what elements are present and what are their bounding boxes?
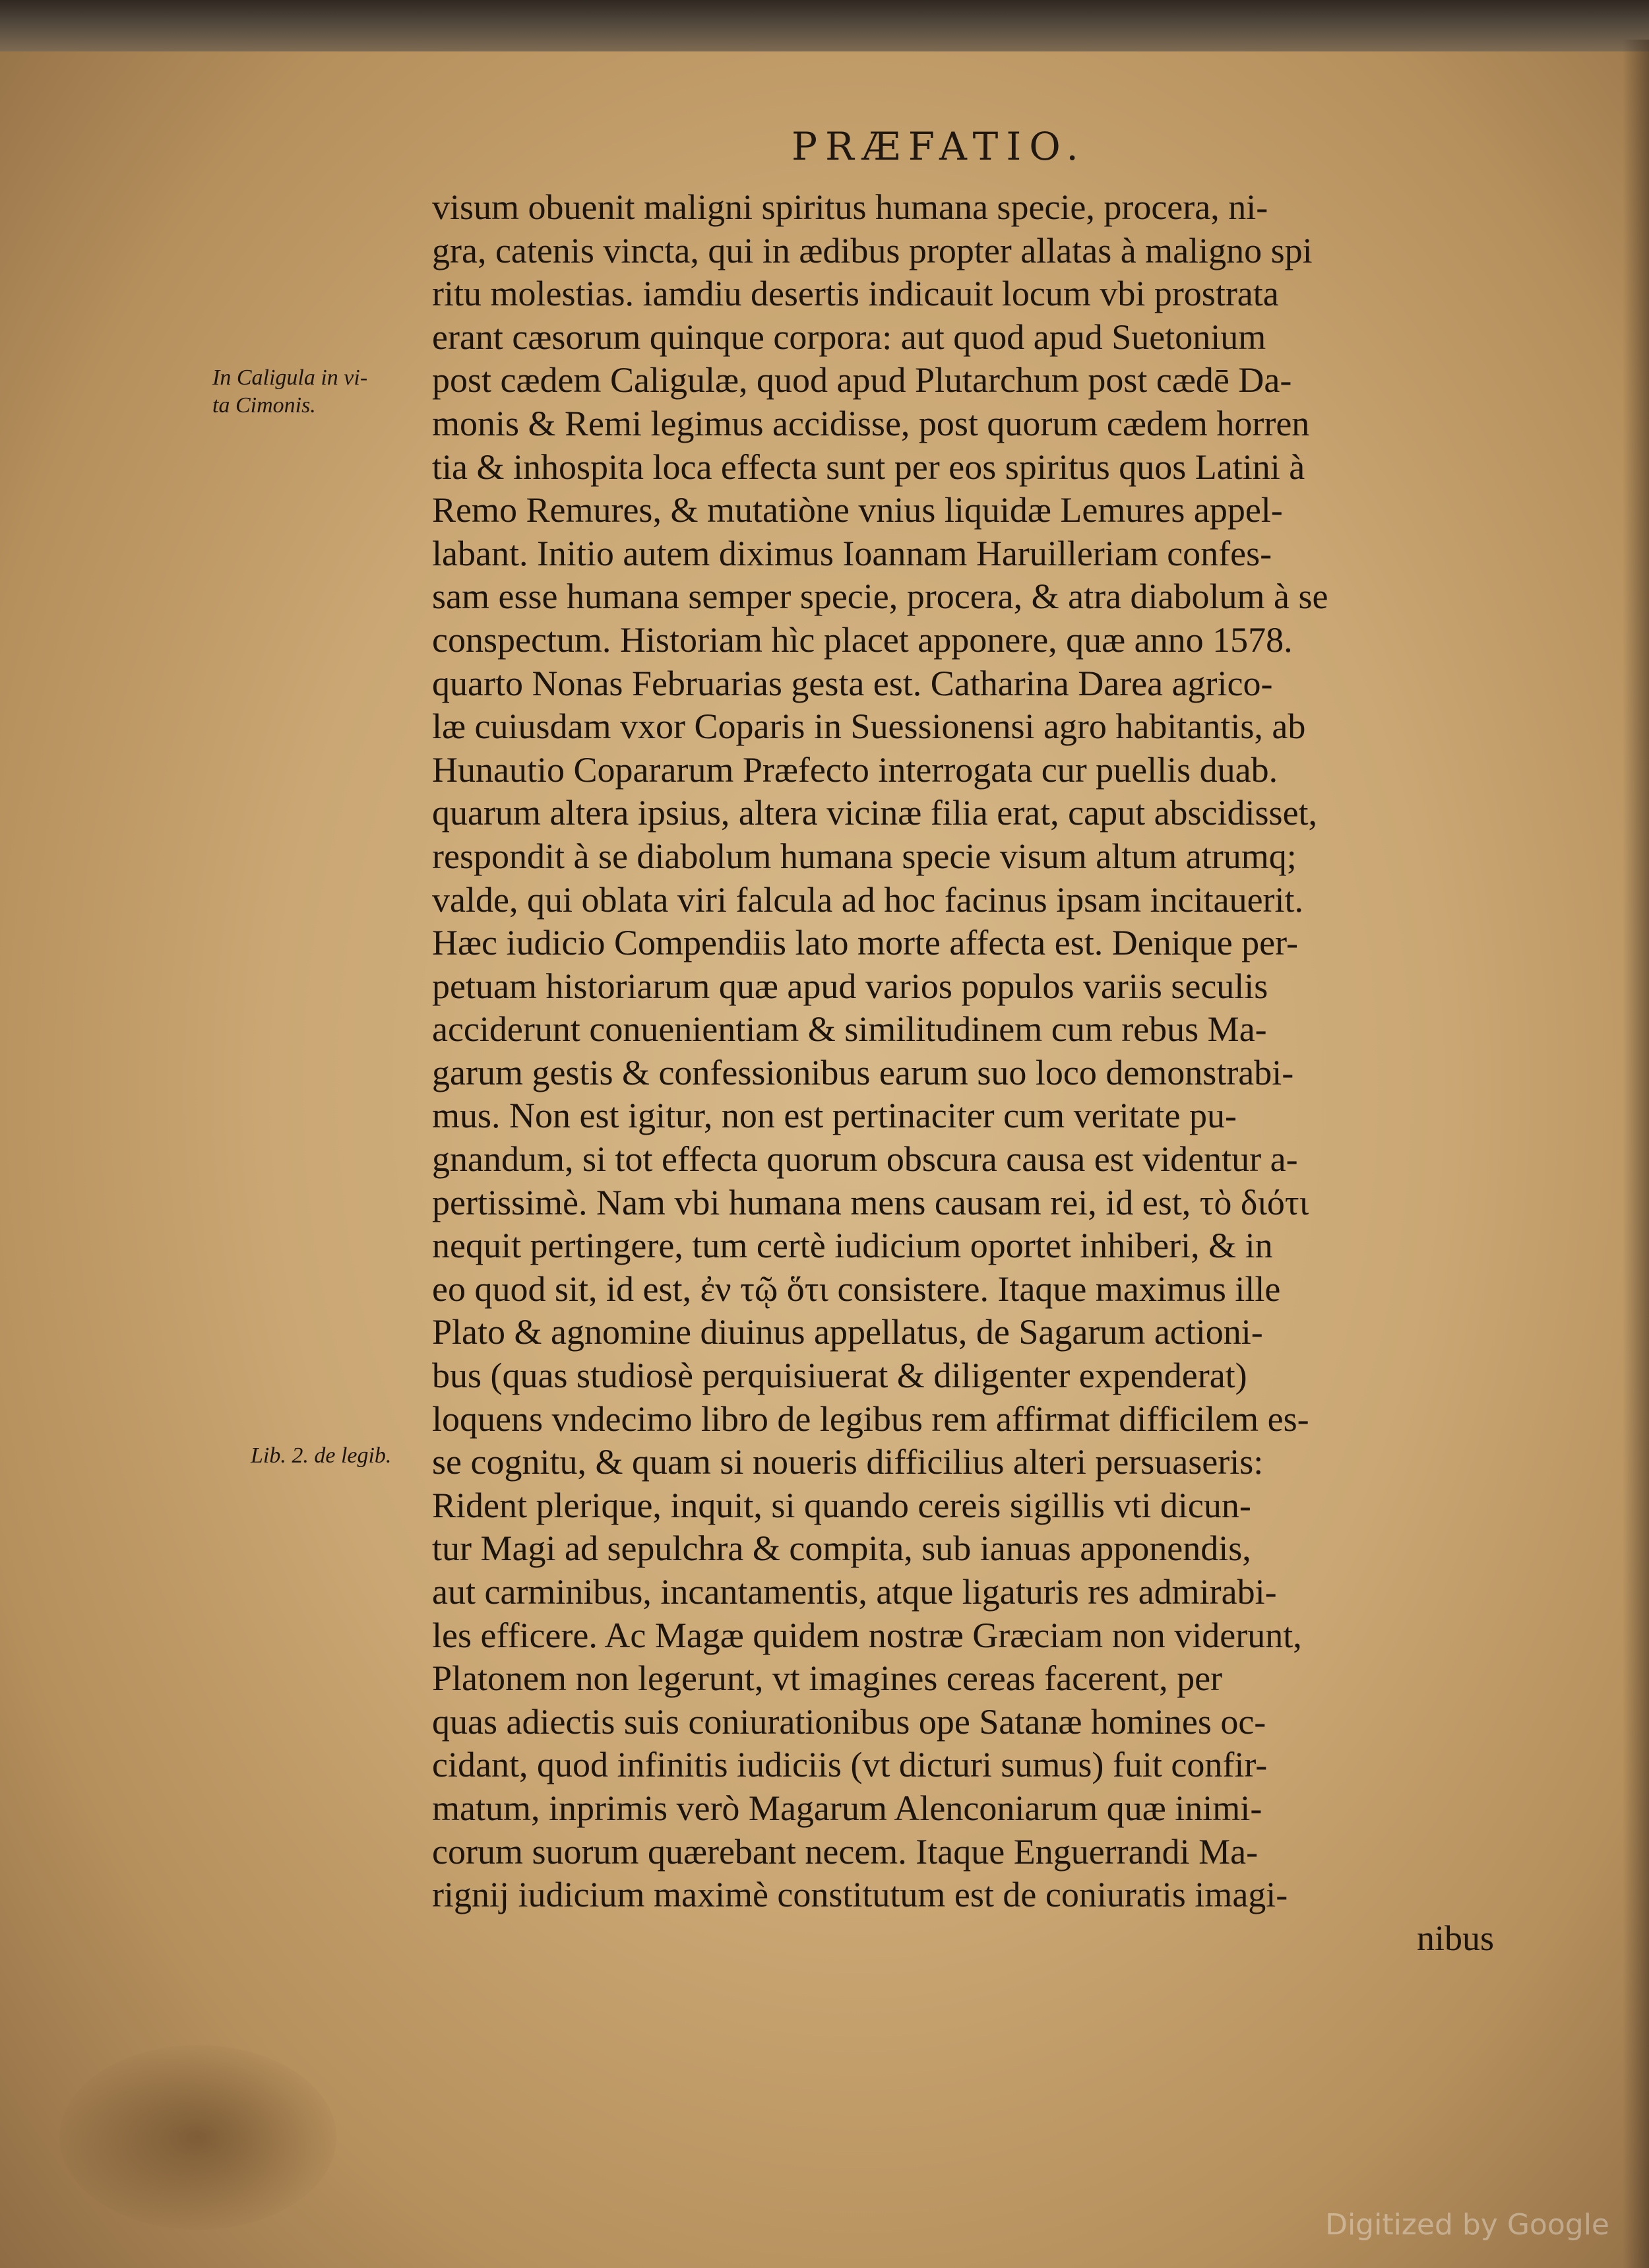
text-line: pertissimè. Nam vbi humana mens causam rei, id est, τὸ διότι: [432, 1182, 1309, 1222]
text-line: bus (quas studiosè perquisiuerat & diligenter expenderat): [432, 1356, 1247, 1396]
text-line: nequit pertingere, tum certè iudicium oportet inhiberi, & in: [432, 1226, 1273, 1266]
text-line: garum gestis & confessionibus earum suo loco demonstrabi-: [432, 1052, 1294, 1092]
text-line: rignij iudicium maximè constitutum est de coniuratis imagi-: [432, 1875, 1288, 1915]
text-line: sam esse humana semper specie, procera, & atra diabolum à se: [432, 577, 1328, 617]
page-top-edge: [0, 0, 1649, 51]
text-line: erant cæsorum quinque corpora: aut quod apud Suetonium: [432, 317, 1266, 357]
watermark: Digitized by Google: [1325, 2208, 1609, 2242]
text-line: matum, inprimis verò Magarum Alenconiarum quæ inimi-: [432, 1788, 1262, 1828]
marginal-note-line: ta Cimonis.: [212, 393, 316, 418]
water-stain: [59, 2045, 336, 2230]
text-line: tia & inhospita loca effecta sunt per eos spiritus quos Latini à: [432, 447, 1305, 487]
text-line: conspectum. Historiam hìc placet apponere, quæ anno 1578.: [432, 619, 1293, 660]
text-line: gnandum, si tot effecta quorum obscura causa est videntur a-: [432, 1139, 1298, 1180]
marginal-note-caligula: [212, 364, 367, 420]
marginal-note-line: Lib. 2. de legib.: [251, 1443, 392, 1468]
text-line: se cognitu, & quam si noueris difficilius alteri persuaseris:: [432, 1442, 1264, 1482]
page-gutter-shadow: [1623, 40, 1649, 2268]
text-line: gra, catenis vincta, qui in ædibus propter allatas à maligno spi: [432, 230, 1313, 270]
text-line: læ cuiusdam vxor Coparis in Suessionensi agro habitantis, ab: [432, 707, 1306, 747]
text-line: post cædem Caligulæ, quod apud Plutarchum post cædē Da-: [432, 360, 1292, 400]
marginal-note-line: In Caligula in vi-: [212, 365, 368, 390]
text-line: mus. Non est igitur, non est pertinaciter cum veritate pu-: [432, 1096, 1237, 1136]
text-line: Remo Remures, & mutatiòne vnius liquidæ Lemures appel-: [432, 490, 1283, 530]
text-line: quarto Nonas Februarias gesta est. Catharina Darea agrico-: [432, 663, 1273, 703]
marginal-note-legibus: [251, 1442, 391, 1470]
text-line: ritu molestias. iamdiu desertis indicauit locum vbi prostrata: [432, 274, 1279, 314]
text-line: respondit à se diabolum humana specie visum altum atrumq;: [432, 836, 1297, 876]
text-line: Hæc iudicio Compendiis lato morte affecta est. Denique per-: [432, 923, 1299, 963]
text-line: loquens vndecimo libro de legibus rem affirmat difficilem es-: [432, 1399, 1309, 1439]
text-line: monis & Remi legimus accidisse, post quorum cædem horren: [432, 403, 1310, 443]
text-line: valde, qui oblata viri falcula ad hoc facinus ipsam incitauerit.: [432, 879, 1304, 920]
running-head: PRÆFATIO.: [792, 124, 1086, 169]
text-line: quarum altera ipsius, altera vicinæ filia erat, caput abscidisset,: [432, 793, 1318, 833]
text-line: cidant, quod infinitis iudiciis (vt dicturi sumus) fuit confir-: [432, 1745, 1268, 1785]
text-line: labant. Initio autem diximus Ioannam Haruilleriam confes-: [432, 533, 1272, 573]
text-line: acciderunt conuenientiam & similitudinem cum rebus Ma-: [432, 1009, 1267, 1050]
text-line: tur Magi ad sepulchra & compita, sub ianuas apponendis,: [432, 1528, 1251, 1569]
text-line: Hunautio Copararum Præfecto interrogata cur puellis duab.: [432, 749, 1278, 790]
text-line: quas adiectis suis coniurationibus ope Satanæ homines oc-: [432, 1701, 1266, 1742]
text-line: aut carminibus, incantamentis, atque ligaturis res admirabi-: [432, 1572, 1277, 1612]
catchword: nibus: [1416, 1918, 1494, 1958]
text-line: visum obuenit maligni spiritus humana specie, procera, ni-: [432, 187, 1268, 227]
text-line: Rident plerique, inquit, si quando cereis sigillis vti dicun-: [432, 1485, 1251, 1525]
text-line: petuam historiarum quæ apud varios populos variis seculis: [432, 966, 1268, 1006]
body-text: [432, 186, 1494, 1960]
text-line: Platonem non legerunt, vt imagines cereas facerent, per: [432, 1658, 1223, 1699]
text-line: corum suorum quærebant necem. Itaque Enguerrandi Ma-: [432, 1831, 1259, 1872]
text-line: eo quod sit, id est, ἐν τῷ ὅτι consistere. Itaque maximus ille: [432, 1269, 1281, 1309]
text-line: les efficere. Ac Magæ quidem nostræ Græciam non viderunt,: [432, 1615, 1302, 1655]
text-line: Plato & agnomine diuinus appellatus, de Sagarum actioni-: [432, 1312, 1263, 1352]
